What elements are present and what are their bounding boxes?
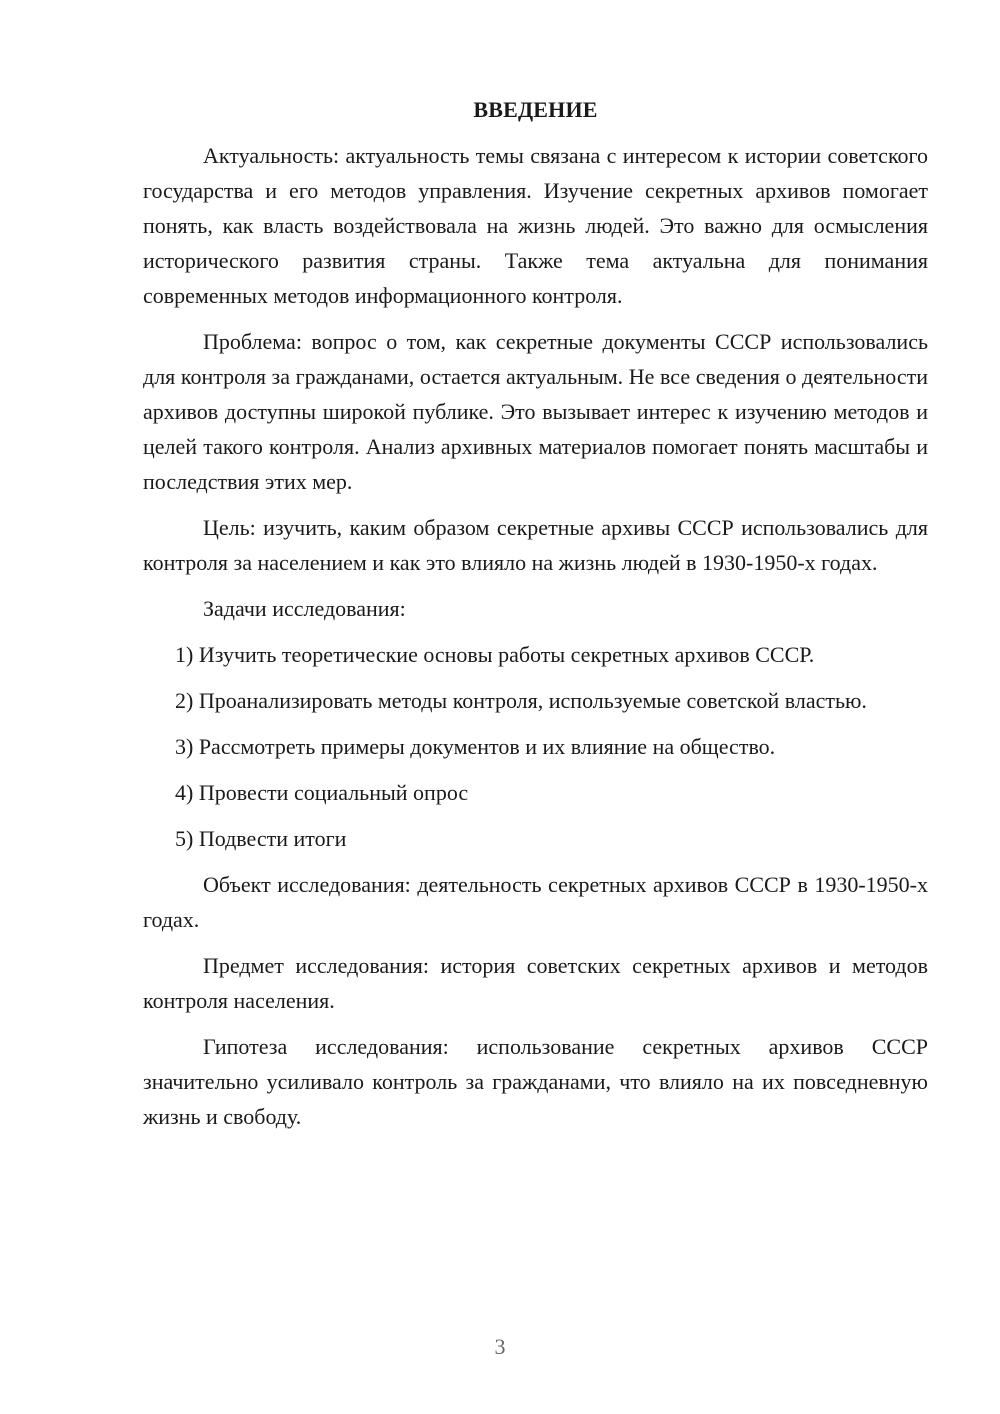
task-item: 2) Проанализировать методы контроля, используемые советской властью. <box>175 688 867 713</box>
document-page <box>143 92 928 1134</box>
page-number: 3 <box>494 1334 506 1359</box>
hypothesis-paragraph: Гипотеза исследования: использование секретных архивов СССР значительно усиливало контроль за гражданами, что влияло на их повседневную жизнь и свободу. <box>143 1034 928 1129</box>
task-item: 5) Подвести итоги <box>175 826 347 851</box>
problem-paragraph: Проблема: вопрос о том, как секретные документы СССР использовались для контроля за гражданами, остается актуальным. Не все сведения о деятельности архивов доступны широкой публике. Это вызывает интерес к изучению методов и целей такого контроля. Анализ архивных материалов помогает понять масштабы и последствия этих мер. <box>143 329 928 494</box>
section-heading: ВВЕДЕНИЕ <box>473 97 598 122</box>
task-item: 1) Изучить теоретические основы работы секретных архивов СССР. <box>175 642 815 667</box>
task-item: 3) Рассмотреть примеры документов и их влияние на общество. <box>175 734 776 759</box>
subject-paragraph: Предмет исследования: история советских секретных архивов и методов контроля населения. <box>143 953 928 1013</box>
object-paragraph: Объект исследования: деятельность секретных архивов СССР в 1930-1950-х годах. <box>143 872 928 932</box>
task-item: 4) Провести социальный опрос <box>175 780 469 805</box>
relevance-paragraph: Актуальность: актуальность темы связана с интересом к истории советского государства и его методов управления. Изучение секретных архивов помогает понять, как власть воздействовала на жизнь людей. Это важно для осмысления исторического развития страны. Также тема актуальна для понимания современных методов информационного контроля. <box>143 143 928 308</box>
goal-paragraph: Цель: изучить, каким образом секретные архивы СССР использовались для контроля за населением и как это влияло на жизнь людей в 1930-1950-х годах. <box>143 515 928 575</box>
tasks-heading: Задачи исследования: <box>203 596 406 621</box>
